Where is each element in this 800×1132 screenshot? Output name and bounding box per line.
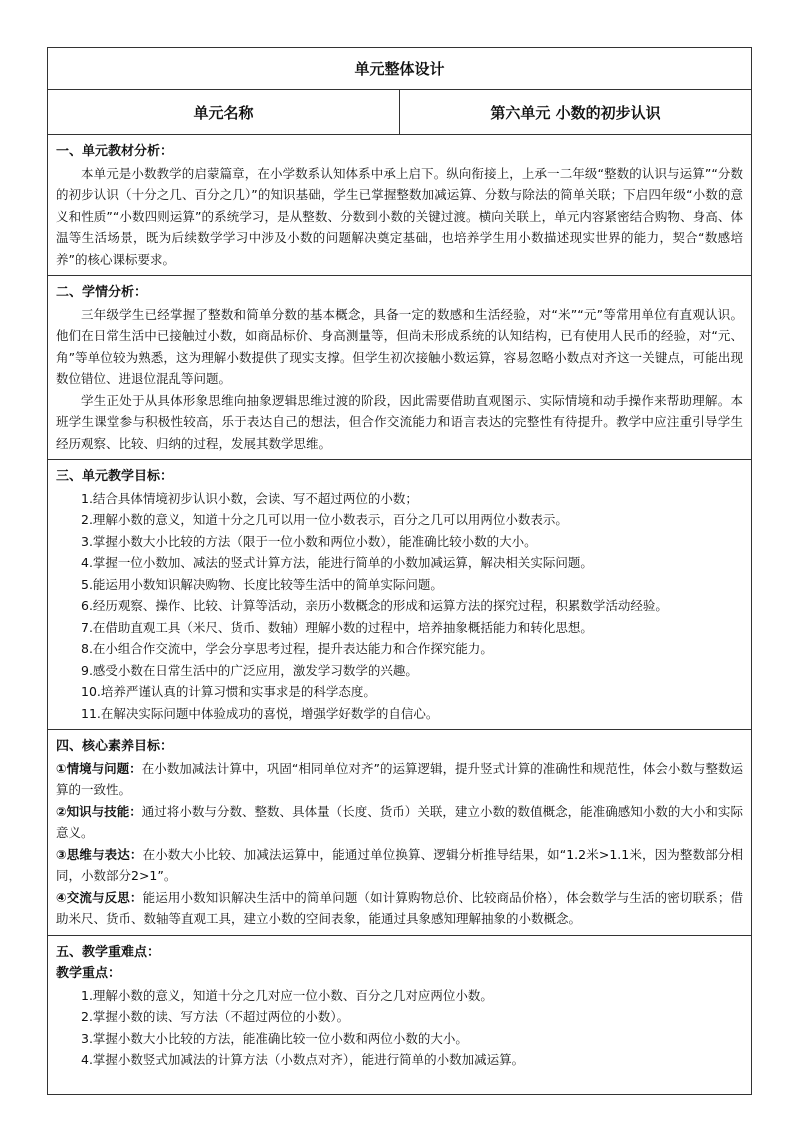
unit-name-value: 第六单元 小数的初步认识 <box>490 103 661 122</box>
list-item: 8.在小组合作交流中，学会分享思考过程，提升表达能力和合作探究能力。 <box>81 641 493 656</box>
section-core-literacy <box>48 730 751 936</box>
list-item: 5.能运用小数知识解决购物、长度比较等生活中的简单实际问题。 <box>81 576 443 592</box>
list-item: 6.经历观察、操作、比较、计算等活动，亲历小数概念的形成和运算方法的探究过程，积累数学活动经验。 <box>81 598 668 613</box>
list-item: 1.理解小数的意义，知道十分之几对应一位小数、百分之几对应两位小数。 <box>81 987 493 1003</box>
section-teaching-goals <box>48 460 751 730</box>
list-item: 3.掌握小数大小比较的方法（限于一位小数和两位小数），能准确比较小数的大小。 <box>81 533 537 549</box>
literacy-label: ③思维与表达： <box>56 846 143 862</box>
list-item: 9.感受小数在日常生活中的广泛应用，激发学习数学的兴趣。 <box>81 662 418 678</box>
section-subtitle: 教学重点： <box>56 966 122 981</box>
literacy-text: 能运用小数知识解决生活中的简单问题（如计算购物总价、比较商品价格），体会数学与生活的密切联系；借助米尺、货币、数轴等直观工具，建立小数的空间表象，能通过具象感知理解抽象的小数概念。 <box>56 889 743 926</box>
literacy-item <box>56 887 743 930</box>
literacy-text: 在小数加减法计算中，巩固“相同单位对齐”的运算逻辑，提升竖式计算的准确性和规范性，体会小数与整数运算的一致性。 <box>56 760 743 797</box>
section-title: 三、单元教学目标： <box>56 469 174 484</box>
list-item: 2.掌握小数的读、写方法（不超过两位的小数）。 <box>81 1009 350 1024</box>
section-title: 五、教学重难点： <box>56 944 161 960</box>
table-title-row <box>48 48 751 90</box>
section-paragraph: 学生正处于从具体形象思维向抽象逻辑思维过渡的阶段，因此需要借助直观图示、实际情境和动手操作来帮助理解。本班学生课堂参与积极性较高，乐于表达自己的想法，但合作交流能力和语言表达的完整性有待提升。教学中应注重引导学生经历观察、比较、归纳的过程，发展其数学思维。 <box>56 392 743 451</box>
literacy-text: 通过将小数与分数、整数、具体量（长度、货币）关联，建立小数的数值概念，能准确感知小数的大小和实际意义。 <box>56 803 743 840</box>
list-item: 1.结合具体情境初步认识小数，会读、写不超过两位的小数； <box>81 490 418 506</box>
literacy-label: ①情境与问题： <box>56 760 142 776</box>
list-item: 3.掌握小数大小比较的方法，能准确比较一位小数和两位小数的大小。 <box>81 1030 468 1046</box>
literacy-label: ④交流与反思： <box>56 889 143 905</box>
section-title: 四、核心素养目标： <box>56 739 174 754</box>
section-key-points <box>48 936 751 1076</box>
section-paragraph: 三年级学生已经掌握了整数和简单分数的基本概念，具备一定的数感和生活经验，对“米”“元”等常用单位有直观认识。他们在日常生活中已接触过小数，如商品标价、身高测量等，但尚未形成系统的认知结构，已有使用人民币的经验，对“元、角”等单位较为熟悉，这为理解小数提供了现实支撑。但学生初次接触小数运算，容易忽略小数点对齐这一关键点，可能出现数位错位、进退位混乱等问题。 <box>56 306 743 386</box>
list-item: 4.掌握小数竖式加减法的计算方法（小数点对齐），能进行简单的小数加减运算。 <box>81 1052 525 1067</box>
literacy-text: 在小数大小比较、加减法运算中，能通过单位换算、逻辑分析推导结果，如“1.2米>1.1米，因为整数部分相同，小数部分2>1”。 <box>56 846 743 883</box>
unit-name-label: 单元名称 <box>48 90 400 134</box>
literacy-label: ②知识与技能： <box>56 803 142 819</box>
section-paragraph: 本单元是小数教学的启蒙篇章，在小学数系认知体系中承上启下。纵向衔接上，上承一二年级“整数的认识与运算”“分数的初步认识（十分之几、百分之几）”的知识基础，学生已掌握整数加减运算、分数与除法的简单关联；下启四年级“小数的意义和性质”“小数四则运算”的系统学习，是从整数、分数到小数的关键过渡。横向关联上，单元内容紧密结合购物、身高、体温等生活场景，既为后续数学学习中涉及小数的问题解决奠定基础，也培养学生用小数描述现实世界的能力，契合“数感培养”的核心课标要求。 <box>56 165 743 267</box>
table-title: 单元整体设计 <box>354 60 445 78</box>
section-title: 一、单元教材分析： <box>56 144 174 159</box>
unit-name-row <box>48 90 751 135</box>
section-material-analysis <box>48 135 751 276</box>
literacy-item <box>56 758 743 801</box>
list-item: 11.在解决实际问题中体验成功的喜悦，增强学好数学的自信心。 <box>81 705 439 721</box>
list-item: 2.理解小数的意义，知道十分之几可以用一位小数表示，百分之几可以用两位小数表示。 <box>81 512 568 527</box>
list-item: 7.在借助直观工具（米尺、货币、数轴）理解小数的过程中，培养抽象概括能力和转化思想。 <box>81 619 593 635</box>
list-item: 4.掌握一位小数加、减法的竖式计算方法，能进行简单的小数加减运算，解决相关实际问题。 <box>81 555 593 570</box>
section-title: 二、学情分析： <box>56 285 148 300</box>
literacy-item <box>56 801 743 844</box>
list-item: 10.培养严谨认真的计算习惯和实事求是的科学态度。 <box>81 684 376 699</box>
section-student-analysis <box>48 276 751 460</box>
literacy-item <box>56 844 743 887</box>
unit-design-table <box>47 47 752 1095</box>
